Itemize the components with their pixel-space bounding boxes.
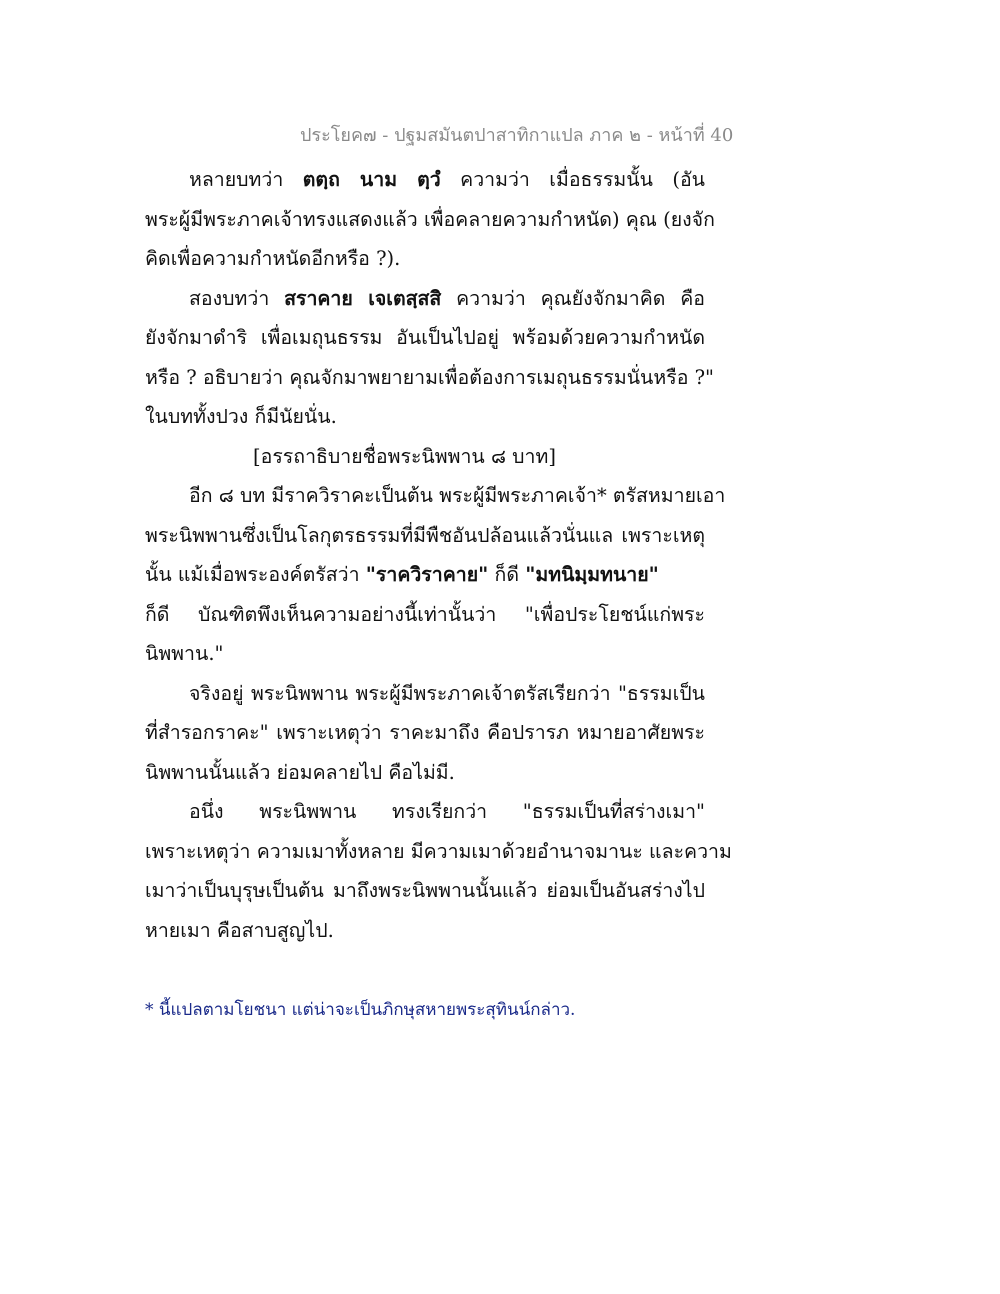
paragraph-1-line-1 bbox=[145, 160, 705, 200]
paragraph-3-line-3 bbox=[145, 555, 705, 595]
paragraph-4-line-2: ที่สำรอกราคะ" เพราะเหตุว่า ราคะมาถึง คือปรารภ หมายอาศัยพระ bbox=[145, 721, 705, 744]
paragraph-2-line-3: หรือ ? อธิบายว่า คุณจักมาพยายามเพื่อต้องการเมถุนธรรมนั่นหรือ ?" bbox=[145, 365, 715, 389]
paragraph-2-line-4: ในบททั้งปวง ก็มีนัยนั่น. bbox=[145, 405, 337, 428]
paragraph-4-line-1: จริงอยู่ พระนิพพาน พระผู้มีพระภาคเจ้าตรัสเรียกว่า "ธรรมเป็น bbox=[189, 681, 705, 705]
paragraph-3-line-4: ก็ดี บัณฑิตพึงเห็นความอย่างนี้เท่านั้นว่า "เพื่อประโยชน์แก่พระ bbox=[145, 602, 705, 626]
paragraph-2-line-2: ยังจักมาดำริ เพื่อเมถุนธรรม อันเป็นไปอยู่ พร้อมด้วยความกำหนัด bbox=[145, 326, 705, 349]
text-span: ความว่า เมื่อธรรมนั้น (อัน bbox=[440, 168, 705, 191]
page-header: ประโยค๗ - ปฐมสมันตปาสาทิกาแปล ภาค ๒ - หน้าที่ 40 bbox=[300, 125, 734, 146]
pali-term: "มทนิมฺมทนาย" bbox=[525, 563, 659, 586]
text-span: นั้น แม้เมื่อพระองค์ตรัสว่า bbox=[145, 563, 366, 586]
paragraph-1-line-3: คิดเพื่อความกำหนัดอีกหรือ ?). bbox=[145, 247, 401, 270]
pali-term: สราคาย เจเตสฺสสิ bbox=[284, 286, 442, 310]
text-span: สองบทว่า bbox=[189, 286, 285, 310]
text-span: ความว่า คุณยังจักมาคิด คือ bbox=[441, 286, 705, 310]
paragraph-5-line-4: หายเมา คือสาบสูญไป. bbox=[145, 918, 334, 942]
paragraph-1-line-2: พระผู้มีพระภาคเจ้าทรงแสดงแล้ว เพื่อคลายความกำหนัด) คุณ (ยงจัก bbox=[145, 207, 715, 231]
footnote: * นี้แปลตามโยชนา แต่น่าจะเป็นภิกษุสหายพระสุทินน์กล่าว. bbox=[145, 1000, 576, 1020]
paragraph-5-line-1: อนึ่ง พระนิพพาน ทรงเรียกว่า "ธรรมเป็นที่สร่างเมา" bbox=[189, 800, 705, 823]
paragraph-5-line-3: เมาว่าเป็นบุรุษเป็นต้น มาถึงพระนิพพานนั้นแล้ว ย่อมเป็นอันสร่างไป bbox=[145, 879, 705, 902]
paragraph-2-line-1 bbox=[145, 279, 705, 319]
text-span: หลายบทว่า bbox=[189, 168, 303, 191]
section-heading: [อรรถาธิบายชื่อพระนิพพาน ๘ บาท] bbox=[253, 444, 556, 468]
text-span: ก็ดี bbox=[488, 563, 526, 586]
paragraph-3-line-1: อีก ๘ บท มีราควิราคะเป็นต้น พระผู้มีพระภาคเจ้า* ตรัสหมายเอา bbox=[189, 484, 726, 507]
pali-term: "ราควิราคาย" bbox=[365, 563, 489, 586]
paragraph-3-line-5: นิพพาน." bbox=[145, 642, 224, 665]
paragraph-5-line-2: เพราะเหตุว่า ความเมาทั้งหลาย มีความเมาด้วยอำนาจมานะ และความ bbox=[145, 839, 732, 863]
pali-term: ตตฺถ นาม ตฺวํ bbox=[302, 168, 441, 191]
body-text bbox=[145, 160, 732, 950]
paragraph-3-line-2: พระนิพพานซึ่งเป็นโลกุตรธรรมที่มีพืชอันปล้อนแล้วนั่นแล เพราะเหตุ bbox=[145, 523, 705, 547]
paragraph-4-line-3: นิพพานนั้นแล้ว ย่อมคลายไป คือไม่มี. bbox=[145, 760, 455, 784]
